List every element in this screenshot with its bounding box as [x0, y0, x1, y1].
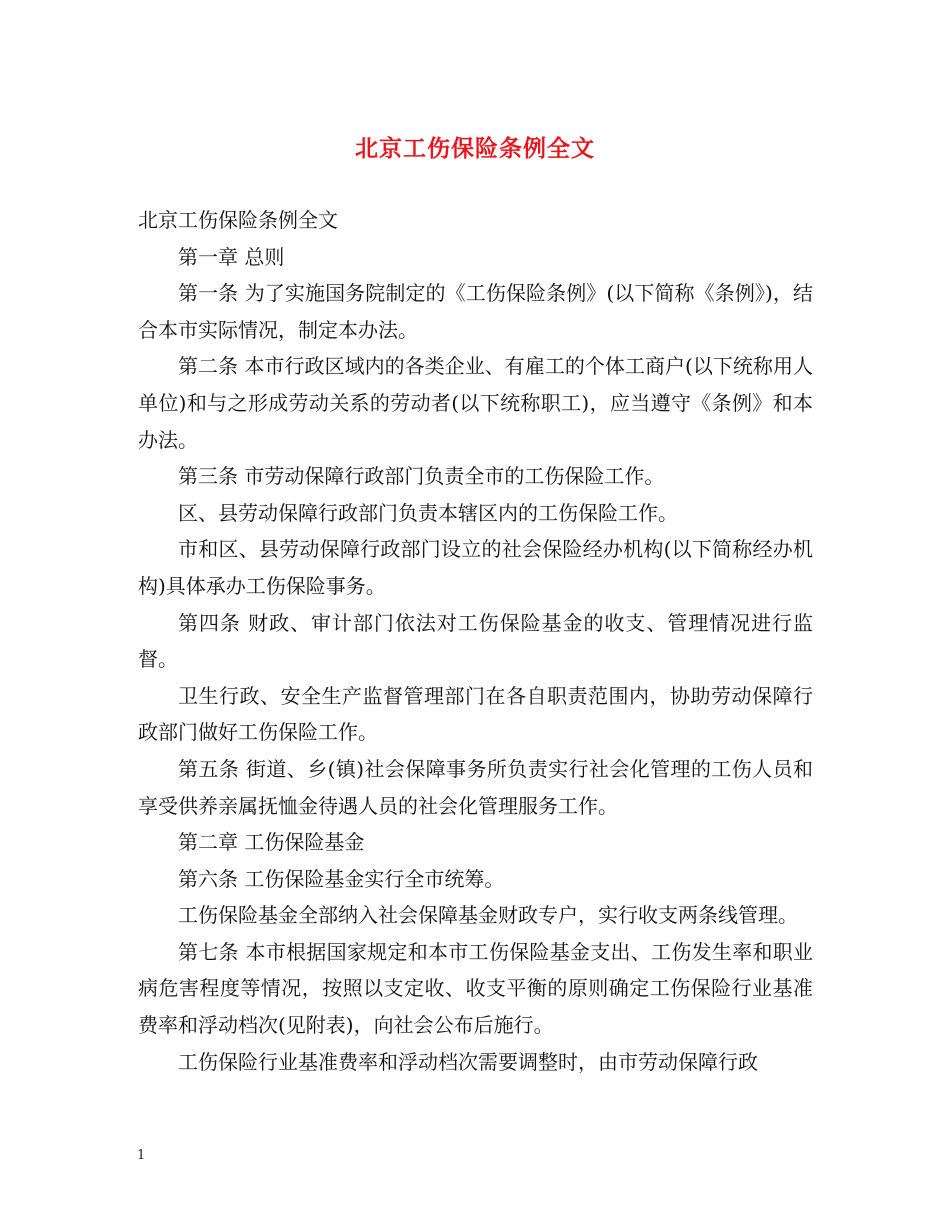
- body-paragraph: 第二条 本市行政区域内的各类企业、有雇工的个体工商户(以下统称用人单位)和与之形成劳动关系的劳动者(以下统称职工)，应当遵守《条例》和本办法。: [138, 354, 813, 452]
- body-paragraph: 第一章 总则: [178, 244, 285, 269]
- document-body: [138, 202, 813, 1080]
- body-paragraph: 区、县劳动保障行政部门负责本辖区内的工伤保险工作。: [178, 500, 678, 525]
- body-paragraph: 第六条 工伤保险基金实行全市统筹。: [178, 866, 505, 891]
- body-paragraph: 北京工伤保险条例全文: [138, 208, 338, 232]
- body-paragraph: 工伤保险基金全部纳入社会保障基金财政专户，实行收支两条线管理。: [178, 903, 798, 928]
- body-paragraph: 工伤保险行业基准费率和浮动档次需要调整时，由市劳动保障行政: [178, 1049, 758, 1074]
- document-title: 北京工伤保险条例全文: [355, 135, 595, 162]
- page-number: 1: [137, 1148, 146, 1163]
- body-paragraph: 市和区、县劳动保障行政部门设立的社会保险经办机构(以下简称经办机构)具体承办工伤保险事务。: [138, 537, 813, 598]
- body-paragraph: 第五条 街道、乡(镇)社会保障事务所负责实行社会化管理的工伤人员和享受供养亲属抚恤金待遇人员的社会化管理服务工作。: [138, 756, 813, 818]
- body-paragraph: 第四条 财政、审计部门依法对工伤保险基金的收支、管理情况进行监督。: [138, 610, 813, 672]
- body-paragraph: 卫生行政、安全生产监督管理部门在各自职责范围内，协助劳动保障行政部门做好工伤保险工作。: [138, 683, 813, 745]
- body-paragraph: 第二章 工伤保险基金: [178, 830, 365, 855]
- body-paragraph: 第七条 本市根据国家规定和本市工伤保险基金支出、工伤发生率和职业病危害程度等情况，按照以支定收、收支平衡的原则确定工伤保险行业基准费率和浮动档次(见附表)，向社会公布后施行。: [138, 939, 813, 1038]
- body-paragraph: 第三条 市劳动保障行政部门负责全市的工伤保险工作。: [178, 464, 665, 489]
- body-paragraph: 第一条 为了实施国务院制定的《工伤保险条例》(以下简称《条例》)，结合本市实际情况，制定本办法。: [138, 281, 813, 342]
